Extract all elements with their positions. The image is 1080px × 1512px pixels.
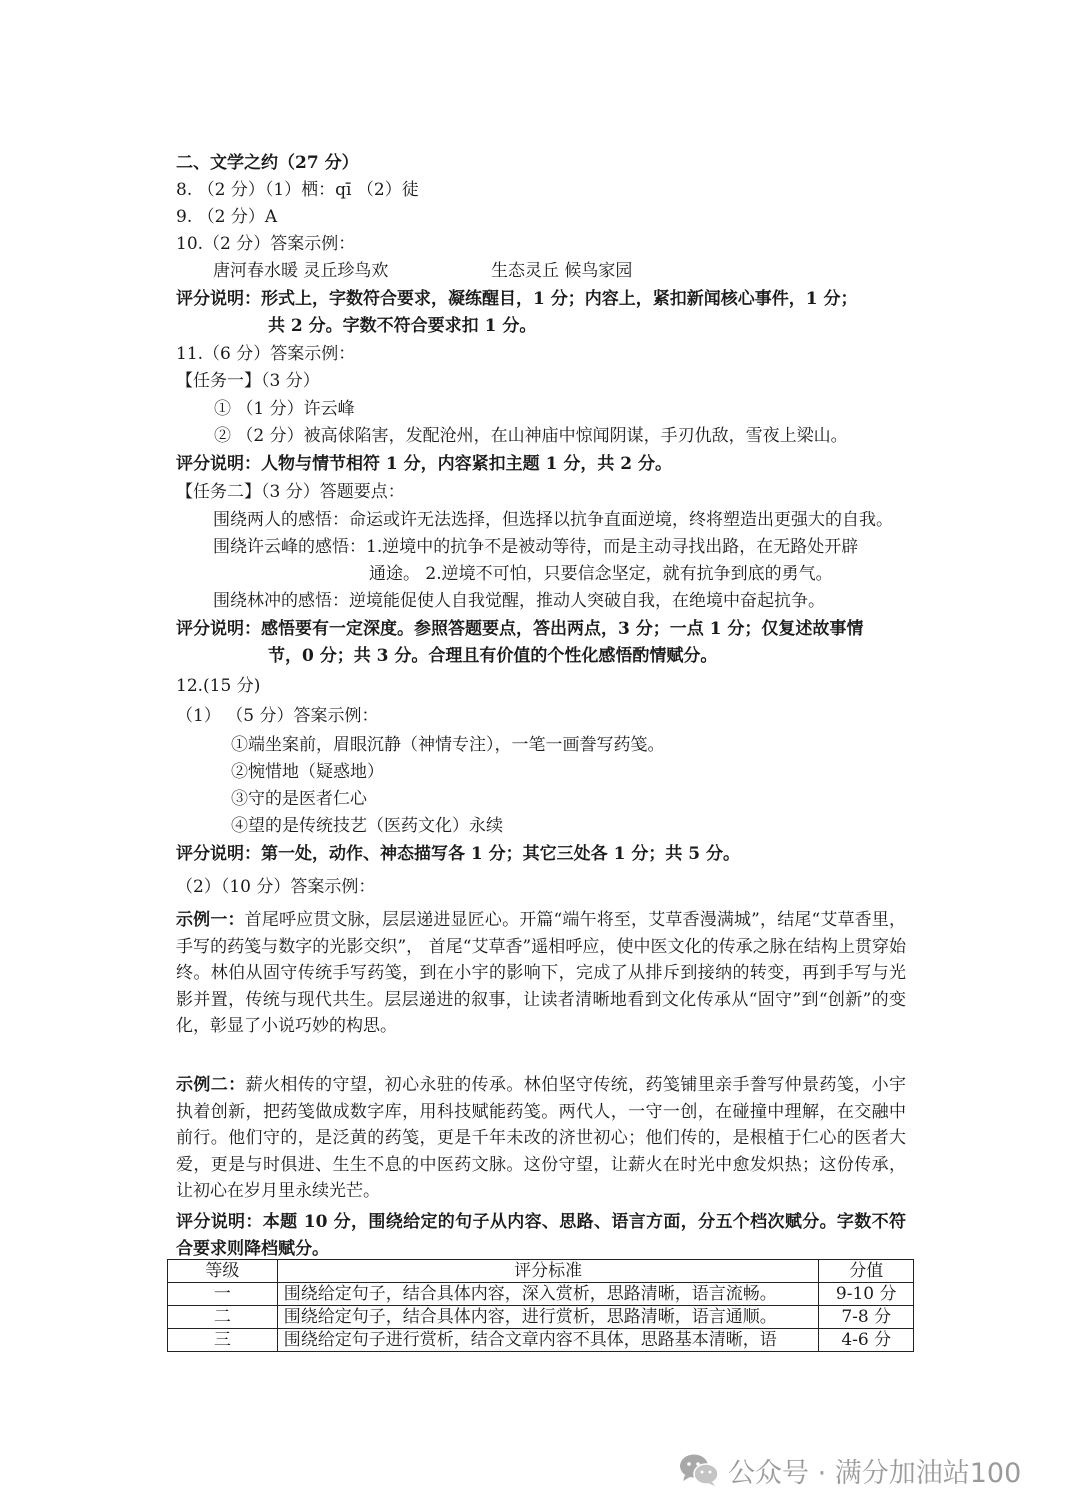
table-cell-level: 一 <box>168 1283 278 1306</box>
table-row <box>168 1306 914 1329</box>
q10-scoring-2: 共 2 分。字数不符合要求扣 1 分。 <box>268 316 537 336</box>
q11-task1-item1: ① （1 分）许云峰 <box>214 399 355 419</box>
q11-task2-title: 【任务二】（3 分）答题要点： <box>176 482 405 502</box>
q11-task2-point3: 围绕林冲的感悟：逆境能促使人自我觉醒，推动人突破自我，在绝境中奋起抗争。 <box>213 591 825 611</box>
q11-task2-scoring-1: 评分说明：感悟要有一定深度。参照答题要点，答出两点，3 分；一点 1 分；仅复述故事情 <box>176 619 864 639</box>
grade-table <box>167 1259 914 1352</box>
q12-sub1-scoring: 评分说明：第一处，动作、神态描写各 1 分；其它三处各 1 分；共 5 分。 <box>176 844 740 864</box>
table-cell-level: 三 <box>168 1329 278 1352</box>
table-row <box>168 1283 914 1306</box>
table-cell-score: 9-10 分 <box>819 1283 914 1306</box>
q12-sub1-head: （1） （5 分）答案示例： <box>176 706 379 726</box>
section-title: 二、文学之约（27 分） <box>176 153 359 173</box>
q11-task1-item2: ② （2 分）被高俅陷害，发配沧州，在山神庙中惊闻阴谋，手刃仇敌，雪夜上梁山。 <box>214 426 848 446</box>
example-two <box>176 1072 906 1205</box>
table-header-cell: 评分标准 <box>277 1260 819 1283</box>
q11-task2-point2a: 围绕许云峰的感悟：1.逆境中的抗争不是被动等待，而是主动寻找出路，在无路处开辟 <box>213 537 859 557</box>
example-one <box>176 907 906 1040</box>
q10-head: 10.（2 分）答案示例： <box>176 234 356 254</box>
watermark-text: 公众号 · 满分加油站100 <box>728 1457 1022 1489</box>
table-header-cell: 等级 <box>168 1260 278 1283</box>
table-cell-level: 二 <box>168 1306 278 1329</box>
example-two-label: 示例二： <box>176 1075 246 1095</box>
example-one-text: 首尾呼应贯文脉，层层递进显匠心。开篇“端午将至，艾草香漫满城”，结尾“艾草香里，手写的药笺与数字的光影交织”， 首尾“艾草香”遥相呼应，使中医文化的传承之脉在结构上贯穿始终。林伯从固守传统手写药笺，到在小宇的影响下，完成了从排斥到接纳的转变，再到手写与光影并置，传统与现代共生。层层递进的叙事，让读者清晰地看到文化传承从“固守”到“创新”的变化，彰显了小说巧妙的构思。 <box>176 910 907 1036</box>
q8-answer: 8. （2 分）（1）栖：qī （2）徒 <box>176 180 419 200</box>
example-one-label: 示例一： <box>176 910 245 930</box>
table-cell-criteria: 围绕给定句子进行赏析，结合文章内容不具体，思路基本清晰，语 <box>277 1329 819 1352</box>
q12-head: 12.(15 分) <box>176 676 261 696</box>
watermark <box>678 1448 1021 1492</box>
q12-sub1-item-3: ③守的是医者仁心 <box>231 789 367 809</box>
table-cell-criteria: 围绕给定句子，结合具体内容，深入赏析，思路清晰，语言流畅。 <box>277 1283 819 1306</box>
q12-sub1-item-1: ①端坐案前，眉眼沉静（神情专注），一笔一画誊写药笺。 <box>231 735 665 755</box>
q11-task2-scoring-2: 节，0 分；共 3 分。合理且有价值的个性化感悟酌情赋分。 <box>268 646 718 666</box>
q12-sub1-item-4: ④望的是传统技艺（医药文化）永续 <box>231 816 503 836</box>
q10-answer-1: 唐河春水暖 灵丘珍鸟欢 <box>213 261 389 281</box>
q9-answer: 9. （2 分）A <box>176 207 278 227</box>
q11-head: 11.（6 分）答案示例： <box>176 344 356 364</box>
q12-sub2-scoring: 评分说明：本题 10 分，围绕给定的句子从内容、思路、语言方面，分五个档次赋分。字数不符合要求则降档赋分。 <box>176 1212 906 1259</box>
table-header-row <box>168 1260 914 1283</box>
q10-answer-2: 生态灵丘 候鸟家园 <box>491 261 633 281</box>
q11-task1-title: 【任务一】（3 分） <box>176 371 320 391</box>
table-row <box>168 1329 914 1352</box>
example-two-text: 薪火相传的守望，初心永驻的传承。林伯坚守传统，药笺铺里亲手誊写仲景药笺，小宇执着创新，把药笺做成数字库，用科技赋能药笺。两代人，一守一创，在碰撞中理解，在交融中前行。他们守的，是泛黄的药笺，更是千年未改的济世初心；他们传的，是根植于仁心的医者大爱，更是与时俱进、生生不息的中医药文脉。这份守望，让薪火在时光中愈发炽热；这份传承，让初心在岁月里永续光芒。 <box>176 1075 906 1201</box>
q10-scoring-1: 评分说明：形式上，字数符合要求，凝练醒目，1 分；内容上，紧扣新闻核心事件，1 分； <box>176 289 858 309</box>
q11-task2-point2b: 通途。 2.逆境不可怕，只要信念坚定，就有抗争到底的勇气。 <box>369 564 833 584</box>
q12-sub1-item-2: ②惋惜地（疑惑地） <box>231 762 384 782</box>
table-header-cell: 分值 <box>819 1260 914 1283</box>
wechat-icon <box>678 1452 720 1488</box>
q11-task1-scoring: 评分说明：人物与情节相符 1 分，内容紧扣主题 1 分，共 2 分。 <box>176 454 672 474</box>
table-cell-score: 7-8 分 <box>819 1306 914 1329</box>
q12-sub2-head: （2）（10 分）答案示例： <box>176 877 376 897</box>
q11-task2-point1: 围绕两人的感悟：命运或许无法选择，但选择以抗争直面逆境，终将塑造出更强大的自我。 <box>213 510 893 530</box>
table-cell-criteria: 围绕给定句子，结合具体内容，进行赏析，思路清晰，语言通顺。 <box>277 1306 819 1329</box>
table-cell-score: 4-6 分 <box>819 1329 914 1352</box>
